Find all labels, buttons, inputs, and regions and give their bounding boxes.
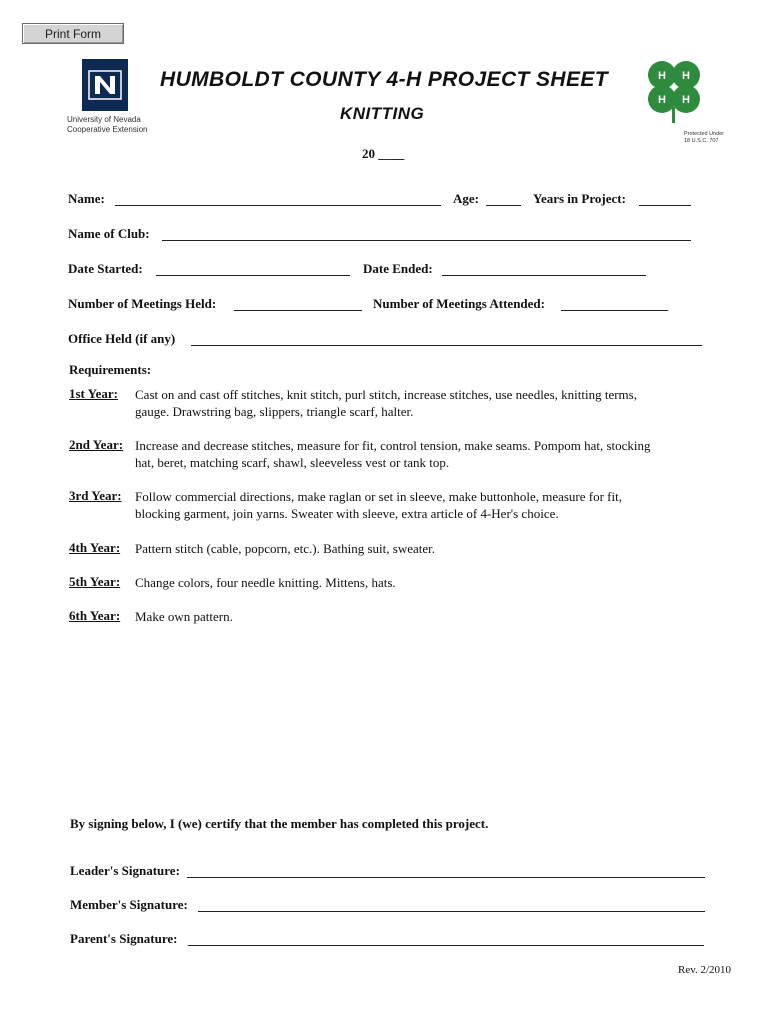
year-field: 20 ____	[362, 146, 405, 161]
req-line: hat, beret, matching scarf, shawl, sleeveless vest or tank top.	[135, 455, 450, 470]
date-ended-label: Date Ended:	[363, 261, 433, 276]
req-year-3-text	[135, 488, 695, 522]
svg-text:H: H	[658, 94, 666, 106]
unr-logo	[82, 59, 128, 111]
req-line: gauge. Drawstring bag, slippers, triangle scarf, halter.	[135, 404, 414, 419]
req-year-6-text	[135, 608, 695, 625]
req-year-2-label: 2nd Year:	[69, 437, 124, 452]
unr-n-icon	[88, 70, 122, 100]
office-held-label: Office Held (if any)	[68, 331, 176, 346]
svg-text:H: H	[658, 70, 666, 82]
club-input[interactable]	[162, 227, 691, 241]
certification-statement: By signing below, I (we) certify that the member has completed this project.	[70, 816, 489, 831]
revision-note: Rev. 2/2010	[678, 964, 732, 976]
name-label: Name:	[68, 191, 105, 206]
years-in-project-label: Years in Project:	[533, 191, 626, 206]
svg-text:H: H	[682, 70, 690, 82]
req-line: Make own pattern.	[135, 609, 233, 624]
unr-logo-text	[67, 115, 177, 134]
years-in-project-input[interactable]	[639, 192, 691, 206]
parent-signature-label: Parent's Signature:	[70, 931, 178, 946]
age-input[interactable]	[486, 192, 521, 206]
leader-signature-input[interactable]	[187, 864, 705, 878]
svg-text:H: H	[682, 94, 690, 106]
req-year-4-label: 4th Year:	[69, 540, 121, 555]
unr-logo-line2: Cooperative Extension	[67, 124, 148, 134]
req-year-2-text	[135, 437, 695, 471]
meetings-held-label: Number of Meetings Held:	[68, 296, 217, 311]
page-title: HUMBOLDT COUNTY 4-H PROJECT SHEET	[160, 68, 609, 91]
req-line: Pattern stitch (cable, popcorn, etc.). Bathing suit, sweater.	[135, 541, 435, 556]
req-line: Cast on and cast off stitches, knit stitch, purl stitch, increase stitches, use needles, knitting terms,	[135, 387, 637, 402]
protected-notice	[684, 131, 724, 145]
name-input[interactable]	[115, 192, 441, 206]
req-year-3-label: 3rd Year:	[69, 488, 122, 503]
protected-line2: 18 U.S.C. 707	[684, 138, 719, 144]
meetings-attended-label: Number of Meetings Attended:	[373, 296, 545, 311]
protected-line1: Protected Under	[684, 131, 725, 137]
club-label: Name of Club:	[68, 226, 150, 241]
req-year-1-text	[135, 386, 695, 420]
req-line: Change colors, four needle knitting. Mittens, hats.	[135, 575, 396, 590]
req-year-6-label: 6th Year:	[69, 608, 121, 623]
member-signature-label: Member's Signature:	[70, 897, 188, 912]
req-year-4-text	[135, 540, 695, 557]
meetings-attended-input[interactable]	[561, 297, 668, 311]
date-ended-input[interactable]	[442, 262, 646, 276]
req-line: Increase and decrease stitches, measure for fit, control tension, make seams. Pompom hat, stocking	[135, 438, 651, 453]
date-started-label: Date Started:	[68, 261, 143, 276]
member-signature-input[interactable]	[198, 898, 705, 912]
print-form-button[interactable]: Print Form	[22, 23, 124, 44]
req-year-5-text	[135, 574, 695, 591]
req-line: blocking garment, join yarns. Sweater with sleeve, extra article of 4-Her's choice.	[135, 506, 559, 521]
parent-signature-input[interactable]	[188, 932, 704, 946]
date-started-input[interactable]	[156, 262, 350, 276]
leader-signature-label: Leader's Signature:	[70, 863, 180, 878]
page-subtitle: KNITTING	[340, 104, 425, 123]
age-label: Age:	[453, 191, 479, 206]
req-year-1-label: 1st Year:	[69, 386, 118, 401]
unr-logo-line1: University of Nevada	[67, 115, 141, 124]
requirements-heading: Requirements:	[69, 362, 152, 377]
req-line: Follow commercial directions, make raglan or set in sleeve, make buttonhole, measure for fit,	[135, 489, 622, 504]
office-held-input[interactable]	[191, 332, 702, 346]
4h-clover-icon	[640, 55, 708, 125]
req-year-5-label: 5th Year:	[69, 574, 121, 589]
meetings-held-input[interactable]	[234, 297, 362, 311]
